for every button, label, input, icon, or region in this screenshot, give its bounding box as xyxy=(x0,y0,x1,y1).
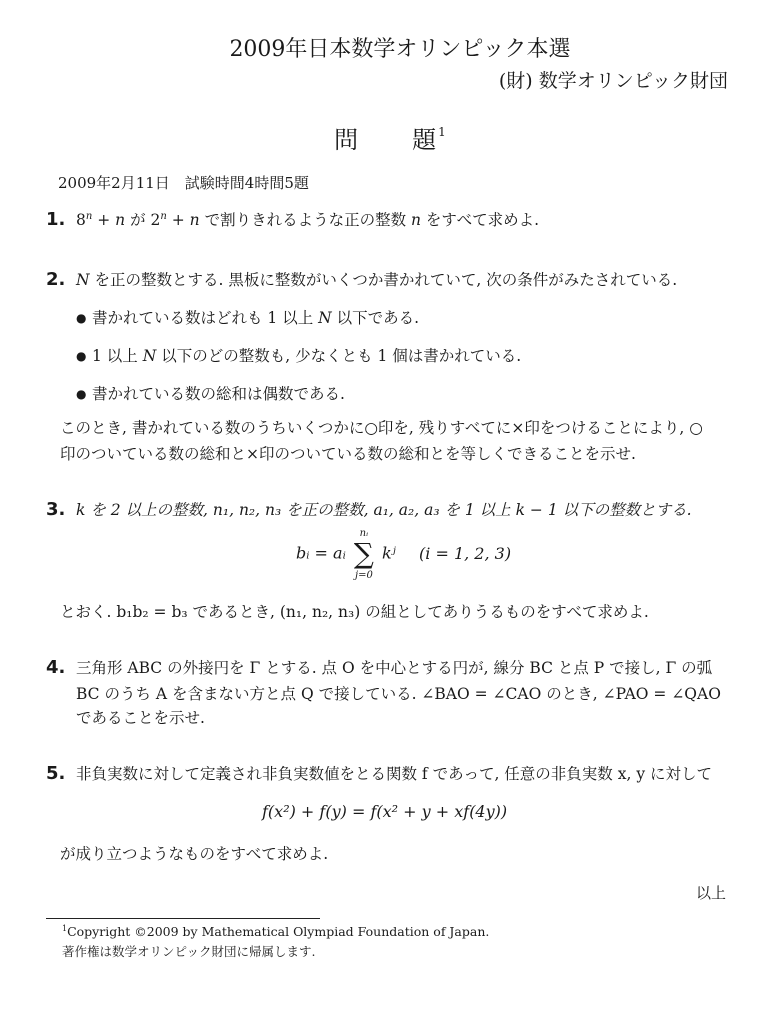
p3-formula xyxy=(296,528,512,581)
bullet-icon: ● xyxy=(76,387,87,401)
footnote-line-1: Copyright ©2009 by Mathematical Olympiad Foundation of Japan. xyxy=(67,924,490,940)
p3-formula-lhs: bᵢ = aᵢ xyxy=(296,543,346,563)
bullet-icon: ● xyxy=(76,311,87,325)
p4-text-2: BC のうち A を含まない方と点 Q で接している. ∠BAO = ∠CAO のとき, ∠PAO = ∠QAO xyxy=(76,685,721,703)
problem-1 xyxy=(46,208,539,230)
heading-footnote-mark: 1 xyxy=(438,125,446,139)
p1-exp-1: n xyxy=(85,210,93,222)
problem-number: 3. xyxy=(46,499,66,520)
p3-formula-term: kʲ xyxy=(381,543,396,563)
p2-bullet-1 xyxy=(76,306,419,328)
bullet-icon: ● xyxy=(76,349,87,363)
p1-text-end: をすべて求めよ. xyxy=(421,211,540,229)
footnote-copyright xyxy=(62,924,489,939)
p3-statement: k を 2 以上の整数, n₁, n₂, n₃ を正の整数, a₁, a₂, a₃ を 1 以上 k − 1 以下の整数とする. xyxy=(76,501,692,519)
p2-condition-line-2: 印のついている数の総和と×印のついている数の総和とを等しくできることを示せ. xyxy=(60,445,636,463)
p1-var-n-1: n xyxy=(115,211,126,229)
p2-condition-line-1: このとき, 書かれている数のうちいくつかに○印を, 残りすべてに×印をつけることにより, ○ xyxy=(60,419,703,437)
page-title: 2009年日本数学オリンピック本選 xyxy=(229,37,571,62)
section-heading xyxy=(0,120,768,155)
p1-var-n-3: n xyxy=(411,211,421,229)
problem-3-line-1 xyxy=(46,498,692,520)
p1-text-middle: で割りきれるような正の整数 xyxy=(199,211,412,229)
problem-4-line-1 xyxy=(46,656,712,678)
p3-question: とおく. b₁b₂ = b₃ であるとき, (n₁, n₂, n₃) の組としてありうるものをすべて求めよ. xyxy=(60,603,649,621)
sum-upper-limit: nᵢ xyxy=(359,528,369,539)
p2-b1-var: N xyxy=(318,309,332,327)
problem-number: 5. xyxy=(46,763,66,784)
p2-b1-a: 書かれている数はどれも 1 以上 xyxy=(92,309,319,327)
p4-text-1: 三角形 ABC の外接円を Γ とする. 点 O を中心とする円が, 線分 BC と点 P で接し, Γ の弧 xyxy=(76,659,713,677)
problem-number: 2. xyxy=(46,269,66,290)
p2-b1-b: 以下である. xyxy=(331,309,420,327)
p2-b2-var: N xyxy=(142,347,157,365)
sum-lower-limit: j=0 xyxy=(354,570,373,581)
p2-var-N: N xyxy=(76,271,90,289)
p1-plus-2: + xyxy=(166,211,190,229)
p2-intro-text: を正の整数とする. 黒板に整数がいくつか書かれていて, 次の条件がみたされている. xyxy=(89,271,678,289)
footnote-mark: 1 xyxy=(62,924,68,933)
p2-b3: 書かれている数の総和は偶数である. xyxy=(92,385,345,403)
p5-text-2: が成り立つようなものをすべて求めよ. xyxy=(60,845,329,863)
p1-text-ga-2: が 2 xyxy=(125,211,161,229)
p5-text-1: 非負実数に対して定義され非負実数値をとる関数 f であって, 任意の非負実数 x, y に対して xyxy=(76,765,712,783)
p2-bullet-3 xyxy=(76,382,345,404)
problem-5-line-1 xyxy=(46,762,712,784)
problem-number: 1. xyxy=(46,209,66,230)
heading-text: 問 題 xyxy=(334,126,439,154)
sum-sign: ∑ xyxy=(353,537,374,570)
p1-base-8: 8 xyxy=(76,211,86,229)
p5-formula: f(x²) + f(y) = f(x² + y + xf(4y)) xyxy=(262,802,508,821)
p2-bullet-2 xyxy=(76,344,521,366)
p1-plus-1: + xyxy=(92,211,116,229)
problem-number: 4. xyxy=(46,657,66,678)
p2-b2-a: 1 以上 xyxy=(92,347,143,365)
p4-text-3: であることを示せ. xyxy=(76,709,205,727)
p3-formula-condition: (i = 1, 2, 3) xyxy=(419,543,512,563)
problem-2-intro xyxy=(46,268,677,290)
exam-info: 2009年2月11日 試験時間4時間5題 xyxy=(58,174,309,192)
summation xyxy=(351,528,377,581)
p1-var-n-2: n xyxy=(189,211,200,229)
footnote-rights: 著作権は数学オリンピック財団に帰属します. xyxy=(62,944,316,959)
p2-b2-b: 以下のどの整数も, 少なくとも 1 個は書かれている. xyxy=(156,347,522,365)
organization-name: (財) 数学オリンピック財団 xyxy=(498,70,728,92)
footnote-divider xyxy=(46,918,320,919)
end-mark: 以上 xyxy=(695,884,726,902)
p1-exp-2: n xyxy=(160,210,167,222)
